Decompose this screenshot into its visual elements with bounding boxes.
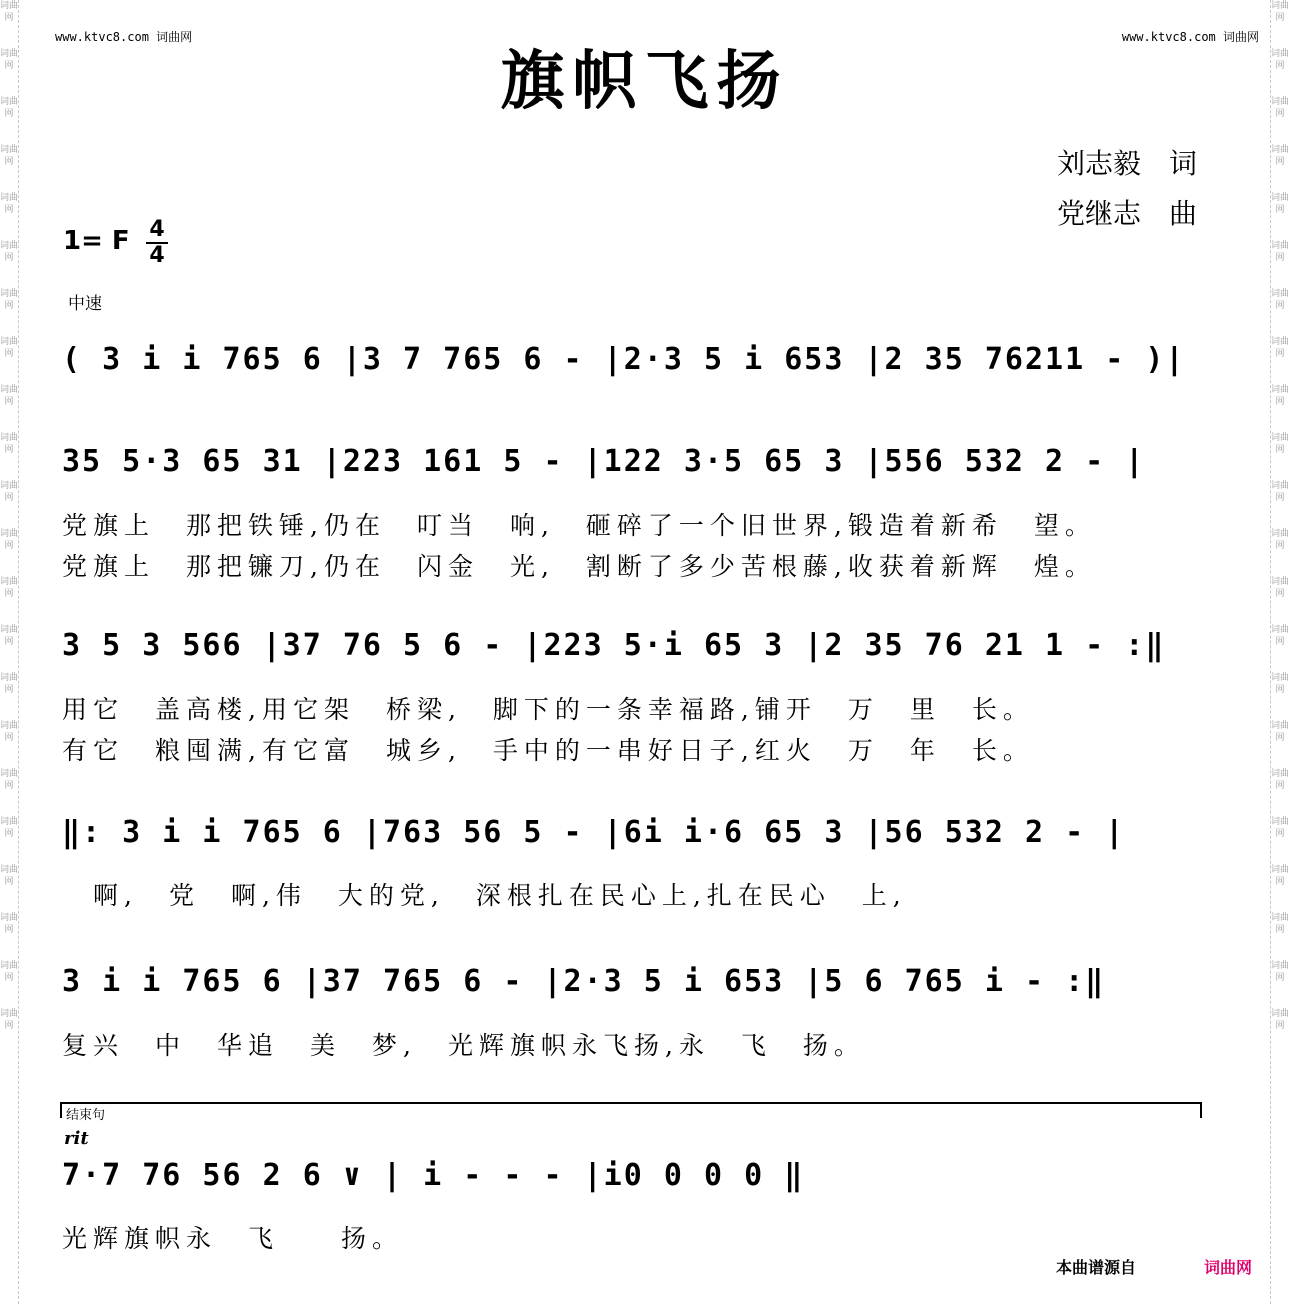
side-mark: 词曲网 [1271,817,1289,839]
side-mark: 词曲网 [0,865,19,887]
side-mark: 词曲网 [0,481,19,503]
side-mark: 词曲网 [0,817,19,839]
side-mark: 词曲网 [1271,673,1289,695]
side-mark: 词曲网 [0,673,19,695]
side-mark: 词曲网 [1271,577,1289,599]
source-note: 本曲谱源自 [1056,1258,1137,1277]
side-mark: 词曲网 [0,337,19,359]
stave-6-lyrics: 光辉旗帜永 飞 扬。 [62,1224,404,1253]
side-mark: 词曲网 [1271,769,1289,791]
tempo-marking: 中速 [68,294,102,314]
side-mark: 词曲网 [0,577,19,599]
stave-5-notes: 3 i i 765 6 |37 765 6 - |2·3 5 i 653 |5 6 765 i - :‖ [62,964,1106,999]
side-mark: 词曲网 [0,145,19,167]
side-mark: 词曲网 [0,721,19,743]
side-mark: 词曲网 [1271,433,1289,455]
ending-label: 结束句 [66,1108,106,1123]
side-mark: 词曲网 [0,241,19,263]
time-signature [146,218,168,268]
time-signature-bottom: 4 [146,242,168,268]
site-logo: 词曲网 [1204,1258,1253,1277]
side-mark: 词曲网 [1271,1,1289,23]
ending-bracket [60,1102,1202,1118]
side-mark: 词曲网 [0,529,19,551]
side-mark: 词曲网 [1271,193,1289,215]
side-mark: 词曲网 [1271,289,1289,311]
side-mark: 词曲网 [1271,1009,1289,1031]
stave-3-lyrics-verse-1: 用它 盖高楼,用它架 桥梁, 脚下的一条幸福路,铺开 万 里 长。 [62,695,1034,724]
side-mark: 词曲网 [0,961,19,983]
stave-6-notes: 7·7 76 56 2 6 ∨ | i - - - |i0 0 0 0 ‖ [62,1158,805,1193]
stave-4-lyrics: 啊, 党 啊,伟 大的党, 深根扎在民心上,扎在民心 上, [62,881,907,910]
watermark-right-strip [1270,0,1289,1304]
lyricist-credit: 刘志毅 词 [1057,147,1198,180]
side-mark: 词曲网 [0,1,19,23]
side-mark: 词曲网 [1271,865,1289,887]
side-mark: 词曲网 [0,49,19,71]
stave-5-lyrics: 复兴 中 华追 美 梦, 光辉旗帜永飞扬,永 飞 扬。 [62,1031,865,1060]
side-mark: 词曲网 [0,97,19,119]
side-mark: 词曲网 [0,1009,19,1031]
stave-3-lyrics-verse-2: 有它 粮囤满,有它富 城乡, 手中的一串好日子,红火 万 年 长。 [62,736,1034,765]
side-mark: 词曲网 [1271,97,1289,119]
side-mark: 词曲网 [1271,337,1289,359]
side-mark: 词曲网 [1271,529,1289,551]
time-signature-top: 4 [149,217,165,242]
side-mark: 词曲网 [0,193,19,215]
key-signature: 1= F [63,226,130,256]
site-watermark-left: www.ktvc8.com 词曲网 [55,30,193,44]
stave-2-lyrics-verse-2: 党旗上 那把镰刀,仍在 闪金 光, 割断了多少苦根藤,收获着新辉 煌。 [62,552,1096,581]
site-watermark-right: www.ktvc8.com 词曲网 [1121,30,1259,44]
side-mark: 词曲网 [0,433,19,455]
side-mark: 词曲网 [1271,721,1289,743]
side-mark: 词曲网 [1271,913,1289,935]
song-title: 旗帜飞扬 [500,45,789,119]
side-mark: 词曲网 [1271,241,1289,263]
stave-2-lyrics-verse-1: 党旗上 那把铁锤,仍在 叮当 响, 砸碎了一个旧世界,锻造着新希 望。 [62,511,1096,540]
side-mark: 词曲网 [1271,625,1289,647]
side-mark: 词曲网 [1271,49,1289,71]
side-mark: 词曲网 [1271,481,1289,503]
side-mark: 词曲网 [0,913,19,935]
side-mark: 词曲网 [1271,961,1289,983]
side-mark: 词曲网 [0,289,19,311]
stave-4-notes: ‖: 3 i i 765 6 |763 56 5 - |6i i·6 65 3 |56 532 2 - | [62,815,1126,850]
stave-2-notes: 35 5·3 65 31 |223 161 5 - |122 3·5 65 3 |556 532 2 - | [62,444,1146,479]
side-mark: 词曲网 [1271,145,1289,167]
watermark-left-strip [0,0,19,1304]
side-mark: 词曲网 [1271,385,1289,407]
composer-credit: 党继志 曲 [1057,197,1198,230]
stave-1-notes: ( 3 i i 765 6 |3 7 765 6 - |2·3 5 i 653 |2 35 76211 - )| [62,342,1186,377]
side-mark: 词曲网 [0,769,19,791]
side-mark: 词曲网 [0,385,19,407]
stave-3-notes: 3 5 3 566 |37 76 5 6 - |223 5·i 65 3 |2 35 76 21 1 - :‖ [62,628,1166,663]
side-mark: 词曲网 [0,625,19,647]
ritardando-marking: rit [64,1128,89,1149]
